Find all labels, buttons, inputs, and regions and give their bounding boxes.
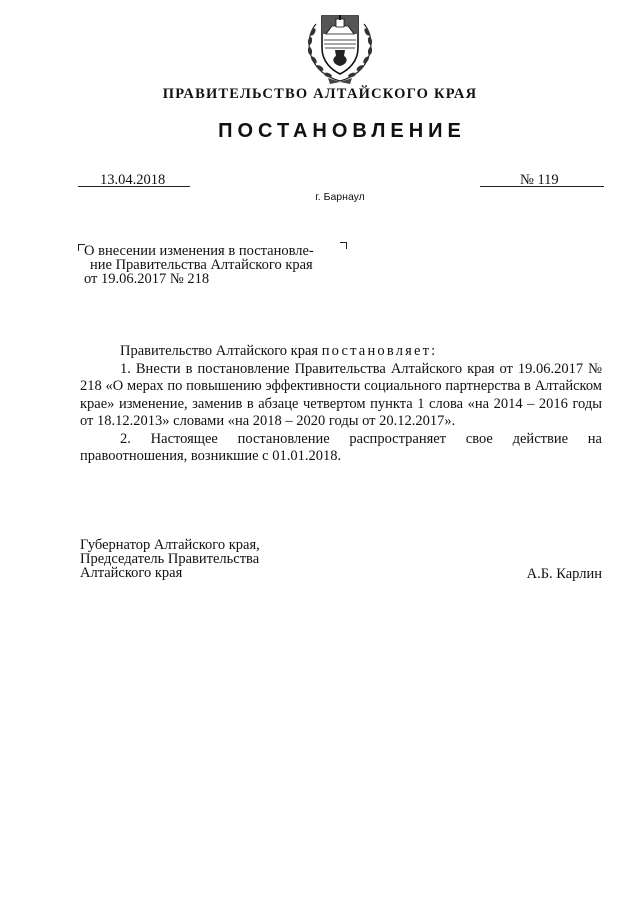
document-type-title: ПОСТАНОВЛЕНИЕ bbox=[218, 120, 466, 142]
coat-of-arms-icon bbox=[302, 6, 378, 86]
subject-line: ние Правительства Алтайского края bbox=[90, 257, 313, 273]
document-subject bbox=[84, 244, 346, 286]
subject-line: О внесении изменения в постановле- bbox=[84, 243, 314, 259]
intro-decree-word: постановляет: bbox=[321, 343, 438, 359]
position-line: Председатель Правительства bbox=[80, 551, 260, 567]
intro-paragraph bbox=[80, 343, 602, 361]
document-date: 13.04.2018 bbox=[100, 172, 166, 188]
paragraph-2: 2. Настоящее постановление распространяет свое действие на правоотношения, возникшие с 01.01.2018. bbox=[80, 430, 602, 464]
position-line: Алтайского края bbox=[80, 565, 183, 581]
signatory-name: А.Б. Карлин bbox=[526, 566, 602, 582]
signatory-position bbox=[80, 538, 260, 580]
document-city: г. Барнаул bbox=[315, 191, 365, 203]
paragraph-1: 1. Внести в постановление Правительства Алтайского края от 19.06.2017 № 218 «О мерах по повышению эффективности социального партнерства в Алтайском крае» изменение, заменив в абзаце четвертом пункта 1 слова «на 2014 – 2016 годы от 18.12.2013» словами «на 2018 – 2020 годы от 20.12.2017». bbox=[80, 360, 602, 429]
position-line: Губернатор Алтайского края, bbox=[80, 537, 260, 553]
subject-line: от 19.06.2017 № 218 bbox=[84, 271, 210, 287]
document-number: № 119 bbox=[520, 172, 559, 188]
government-title: ПРАВИТЕЛЬСТВО АЛТАЙСКОГО КРАЯ bbox=[162, 86, 478, 102]
intro-text: Правительство Алтайского края bbox=[120, 343, 322, 359]
document-body bbox=[80, 343, 602, 466]
